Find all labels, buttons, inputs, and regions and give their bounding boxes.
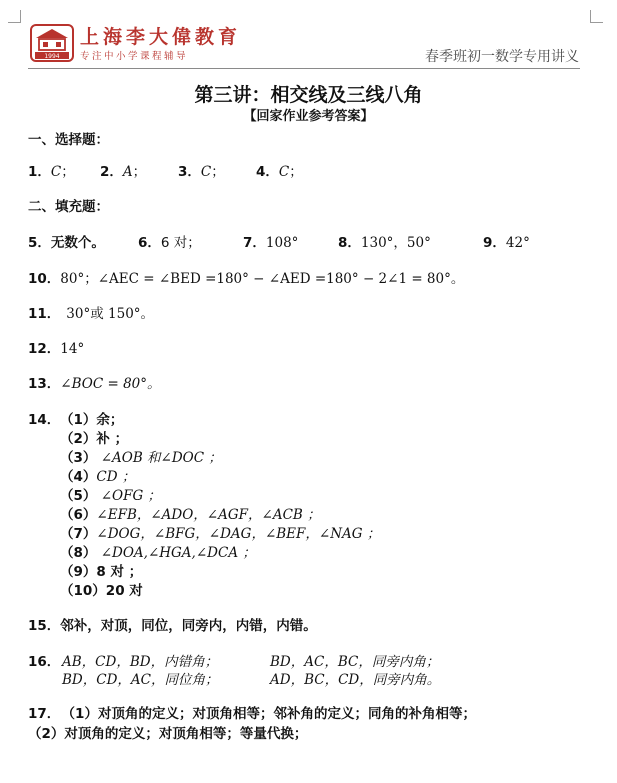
q17-line-1: [28, 702, 476, 722]
q4-sep: ；: [289, 164, 303, 180]
q12-answer: 14°: [60, 341, 85, 357]
q14-item: （3） ∠AOB 和∠DOC ；: [60, 450, 222, 466]
q16-answer-1a: AB，CD，BD，内错角；: [62, 654, 219, 670]
q10-answer: 80°；∠AEC = ∠BED =180° − ∠AED =180° − 2∠1 = 80°。: [60, 271, 465, 287]
q6-number: 6．: [138, 235, 161, 251]
q3-number: 3．: [178, 164, 201, 180]
q4-number: 4．: [256, 164, 279, 180]
q1-number: 1．: [28, 164, 51, 180]
page-title: 第三讲：相交线及三线八角: [194, 84, 423, 106]
q15-number: 15．: [28, 618, 61, 634]
crop-mark-left: [8, 10, 21, 23]
brand-logo-icon: [30, 24, 74, 62]
q11-answer: 30°或 150°。: [66, 306, 155, 322]
q14-number: 14．: [28, 412, 61, 428]
brand-name: 上海李大偉教育: [80, 26, 242, 48]
q5-answer: 5．无数个。: [28, 235, 105, 251]
logo-badge-text: 1994: [44, 53, 60, 60]
q2-number: 2．: [100, 164, 123, 180]
q3-answer: C: [200, 164, 212, 180]
q2-answer: A: [122, 164, 133, 180]
q8-number: 8．: [338, 235, 361, 251]
q17-answer-2: （2）对顶角的定义；对顶角相等；等量代换；: [28, 726, 308, 742]
q12-number: 12．: [28, 341, 61, 357]
q16-answer-2a: BD，CD，AC，同位角；: [62, 672, 219, 688]
q1-answer: C: [50, 164, 62, 180]
header-divider: [28, 68, 580, 69]
q14-item: （10）20 对: [60, 583, 143, 599]
course-label: 春季班初一数学专用讲义: [425, 49, 579, 65]
brand-slogan: 专注中小学课程辅导: [80, 51, 189, 62]
q15-line: [28, 614, 317, 634]
q10-line: [28, 267, 464, 287]
q13-number: 13．: [28, 376, 61, 392]
q14-item: （1）余；: [60, 412, 124, 428]
q7-number: 7．: [243, 235, 266, 251]
q1-sep: ；: [61, 164, 75, 180]
q16-number: 16．: [28, 654, 61, 670]
page-subtitle: 【回家作业参考答案】: [243, 109, 374, 124]
q14-item: （2）补 ；: [60, 431, 129, 447]
q13-answer: ∠BOC = 80°。: [60, 376, 161, 392]
section-heading-choice: 一、选择题：: [28, 132, 109, 148]
q14-item: （8） ∠DOA,∠HGA,∠DCA ；: [60, 545, 256, 561]
q17-answer-1: （1）对顶角的定义；对顶角相等；邻补角的定义；同角的补角相等；: [68, 706, 476, 722]
q14-item: （5） ∠OFG ；: [60, 488, 162, 504]
q10-number: 10．: [28, 271, 61, 287]
q14-item: （4）CD ；: [60, 469, 136, 485]
q16-answer-2b: AD，BC，CD，同旁内角。: [270, 672, 441, 688]
q15-answer: 邻补，对顶，同位，同旁内，内错，内错。: [60, 618, 317, 634]
q7-answer: 108°: [265, 235, 299, 251]
q4-answer: C: [278, 164, 290, 180]
q16-answer-1b: BD，AC，BC，同旁内角；: [270, 654, 440, 670]
crop-mark-right: [590, 10, 603, 23]
q14-item: （7）∠DOG，∠BFG，∠DAG，∠BEF，∠NAG ；: [60, 526, 381, 542]
q11-line: [28, 302, 154, 322]
q14-item: （9）8 对 ；: [60, 564, 143, 580]
q6-answer: 6 对；: [160, 235, 201, 251]
q9-number: 9．: [483, 235, 506, 251]
q17-number: 17．: [28, 706, 61, 722]
section-heading-fill: 二、填充题：: [28, 199, 109, 215]
q14-item: （6）∠EFB，∠ADO，∠AGF，∠ACB ；: [60, 507, 321, 523]
q3-sep: ；: [211, 164, 225, 180]
q9-answer: 42°: [505, 235, 530, 251]
q13-line: [28, 372, 161, 392]
q2-sep: ；: [132, 164, 147, 180]
q12-line: [28, 337, 84, 357]
q8-answer: 130°，50°: [360, 235, 431, 251]
q11-number: 11．: [28, 306, 61, 322]
